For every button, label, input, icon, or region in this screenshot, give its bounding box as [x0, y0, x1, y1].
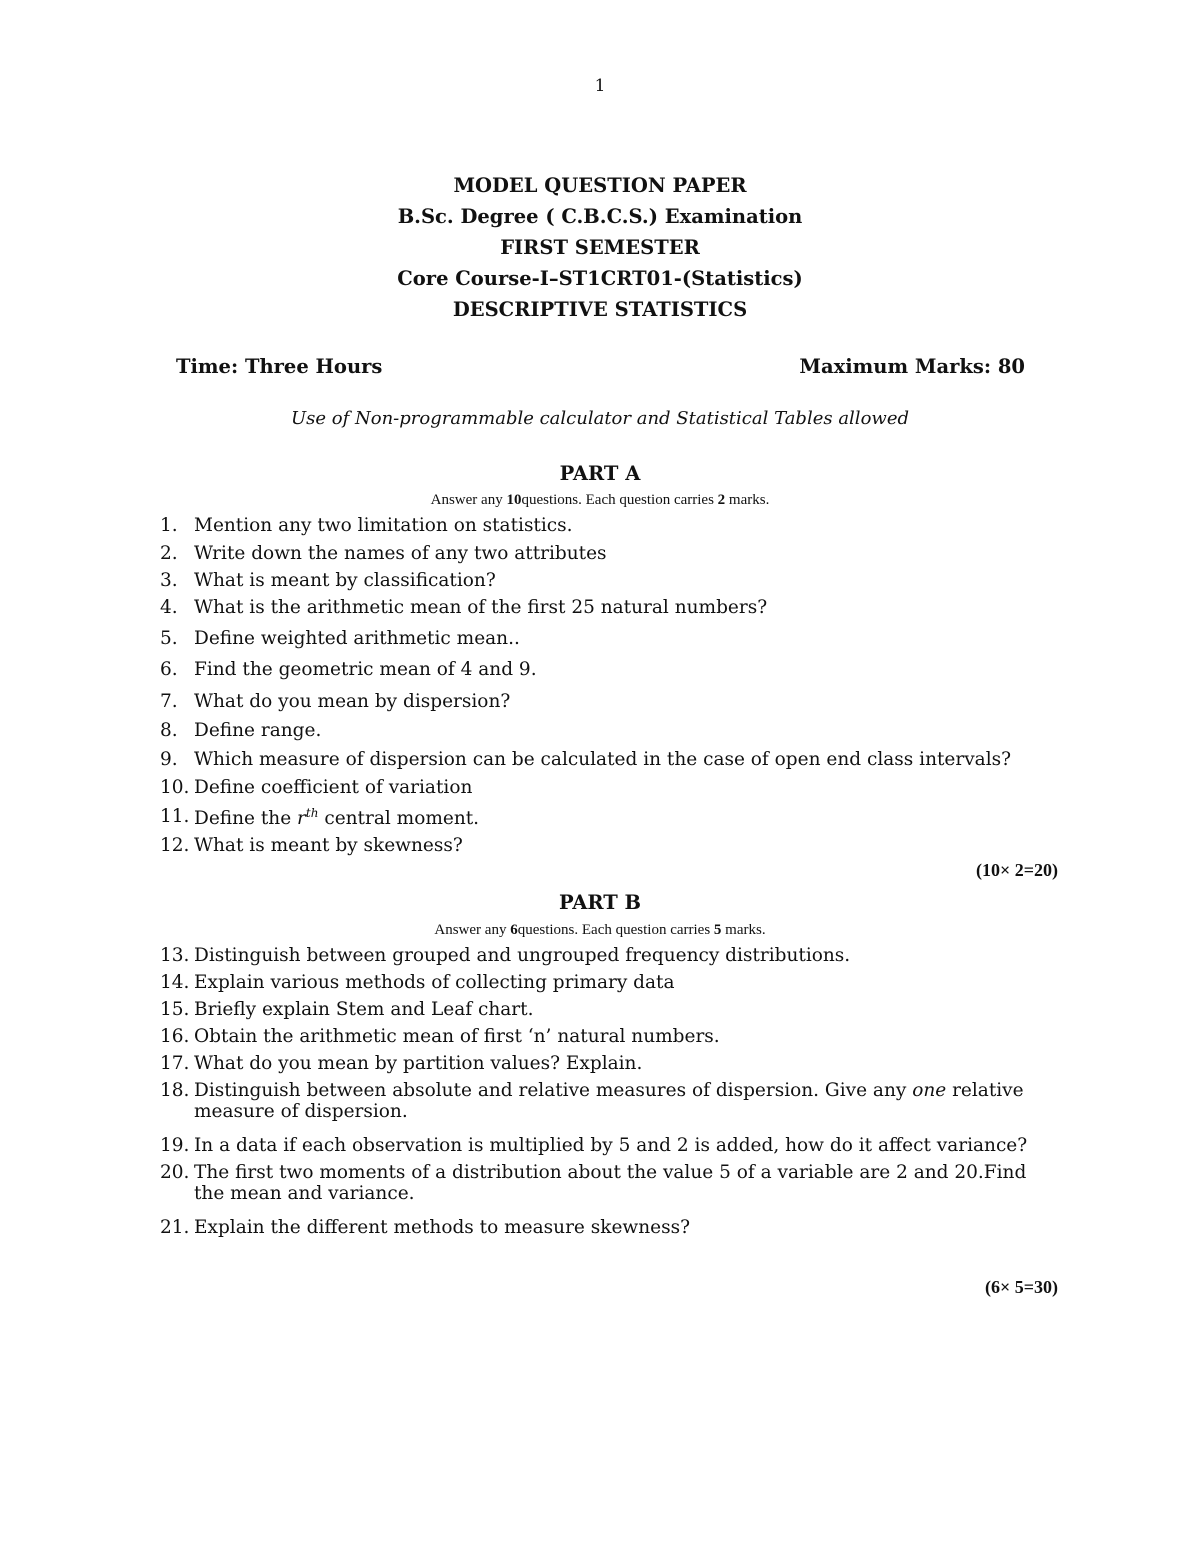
- question-text: Mention any two limitation on statistics.: [194, 515, 573, 536]
- list-item: [160, 945, 1060, 972]
- question-number: 20.: [160, 1162, 190, 1183]
- list-item: [160, 543, 1060, 570]
- instruction-count: 6: [510, 922, 518, 938]
- list-item: [160, 777, 1060, 806]
- instruction-marks: 5: [713, 922, 722, 938]
- list-item: [160, 1053, 1060, 1080]
- instruction-text: questions. Each question carries: [517, 922, 714, 938]
- question-text: Define weighted arithmetic mean..: [194, 628, 520, 649]
- question-number: 7.: [160, 691, 178, 712]
- question-number: 2.: [160, 543, 178, 564]
- list-item: [160, 628, 1060, 659]
- part-a-instruction: [0, 492, 1200, 509]
- question-text: Which measure of dispersion can be calculated in the case of open end class intervals?: [194, 749, 1012, 770]
- question-number: 12.: [160, 835, 190, 856]
- page-number: 1: [594, 76, 606, 96]
- part-b-questions: [160, 945, 1060, 1244]
- question-number: 9.: [160, 749, 178, 770]
- list-item: [160, 972, 1060, 999]
- question-number: 15.: [160, 999, 190, 1020]
- question-text: Find the geometric mean of 4 and 9.: [194, 659, 537, 680]
- emphasis-one: one: [912, 1080, 947, 1101]
- question-text: Explain various methods of collecting primary data: [194, 972, 675, 993]
- question-number: 16.: [160, 1026, 190, 1047]
- question-number: 4.: [160, 597, 178, 618]
- question-number: 19.: [160, 1135, 190, 1156]
- superscript-th: th: [305, 806, 319, 820]
- paper-title: MODEL QUESTION PAPER: [453, 174, 747, 197]
- part-a-title: PART A: [559, 462, 641, 485]
- list-item: [160, 749, 1060, 777]
- question-text: Obtain the arithmetic mean of first ‘n’ natural numbers.: [194, 1026, 720, 1047]
- question-text: Distinguish between grouped and ungrouped frequency distributions.: [194, 945, 851, 966]
- question-number: 17.: [160, 1053, 190, 1074]
- question-text: Briefly explain Stem and Leaf chart.: [194, 999, 534, 1020]
- question-number: 13.: [160, 945, 190, 966]
- part-b-instruction: [0, 922, 1200, 939]
- question-number: 11.: [160, 806, 190, 827]
- list-item: [160, 659, 1060, 691]
- question-number: 3.: [160, 570, 178, 591]
- question-text-part: Define the: [194, 808, 298, 830]
- question-text: What is the arithmetic mean of the first 25 natural numbers?: [194, 597, 768, 618]
- instruction-text: Answer any: [430, 492, 507, 508]
- question-number: 18.: [160, 1080, 190, 1101]
- question-text: What do you mean by partition values? Explain.: [194, 1053, 643, 1074]
- list-item: [160, 515, 1060, 543]
- list-item: [160, 570, 1060, 597]
- question-text: Define range.: [194, 720, 322, 741]
- question-text-part: central moment.: [318, 808, 480, 830]
- question-text: What is meant by classification?: [194, 570, 496, 591]
- question-text: Write down the names of any two attributes: [194, 543, 607, 564]
- list-item: [160, 1135, 1060, 1162]
- calculator-note: Use of Non-programmable calculator and Statistical Tables allowed: [290, 408, 909, 429]
- question-number: 8.: [160, 720, 178, 741]
- list-item: [160, 1162, 1060, 1217]
- list-item: [160, 806, 1060, 835]
- list-item: [160, 597, 1060, 628]
- question-number: 5.: [160, 628, 178, 649]
- list-item: [160, 999, 1060, 1026]
- question-text: What do you mean by dispersion?: [194, 691, 511, 712]
- instruction-marks: 2: [717, 492, 726, 508]
- question-number: 14.: [160, 972, 190, 993]
- question-text: In a data if each observation is multiplied by 5 and 2 is added, how do it affect variance?: [194, 1135, 1028, 1156]
- part-a-marks: (10× 2=20): [975, 860, 1058, 880]
- instruction-count: 10: [506, 492, 522, 508]
- exam-meta: [176, 355, 1025, 378]
- question-text: What is meant by skewness?: [194, 835, 463, 856]
- max-marks-label: Maximum Marks: 80: [799, 355, 1025, 378]
- instruction-text: marks.: [721, 922, 766, 938]
- question-text-part: Distinguish between absolute and relative measures of dispersion. Give any: [194, 1080, 913, 1101]
- question-text-part: relative measure of dispersion.: [194, 1080, 1024, 1122]
- question-number: 21.: [160, 1217, 190, 1238]
- semester-line: FIRST SEMESTER: [500, 236, 700, 259]
- question-number: 1.: [160, 515, 178, 536]
- instruction-text: questions. Each question carries: [521, 492, 718, 508]
- question-text: [194, 1080, 1044, 1122]
- part-b-title: PART B: [558, 891, 642, 914]
- subject-line: DESCRIPTIVE STATISTICS: [452, 298, 748, 321]
- part-a-questions: [160, 515, 1060, 863]
- list-item: [160, 1217, 1060, 1244]
- question-text: Define coefficient of variation: [194, 777, 473, 798]
- list-item: [160, 720, 1060, 749]
- list-item: [160, 691, 1060, 720]
- variable-r: r: [297, 808, 306, 830]
- time-label: Time: Three Hours: [176, 355, 383, 378]
- question-number: 10.: [160, 777, 190, 798]
- question-text: The first two moments of a distribution about the value 5 of a variable are 2 and 20.Find the mean and variance.: [194, 1162, 1027, 1204]
- part-b-marks: (6× 5=30): [984, 1277, 1058, 1297]
- paper-header: [0, 170, 1200, 325]
- degree-line: B.Sc. Degree ( C.B.C.S.) Examination: [397, 205, 803, 228]
- question-number: 6.: [160, 659, 178, 680]
- list-item: [160, 1080, 1060, 1135]
- question-text: [194, 806, 1060, 829]
- question-text: Explain the different methods to measure skewness?: [194, 1217, 690, 1238]
- instruction-text: Answer any: [434, 922, 511, 938]
- list-item: [160, 1026, 1060, 1053]
- instruction-text: marks.: [725, 492, 770, 508]
- course-line: Core Course-I–ST1CRT01-(Statistics): [397, 267, 803, 290]
- list-item: [160, 835, 1060, 863]
